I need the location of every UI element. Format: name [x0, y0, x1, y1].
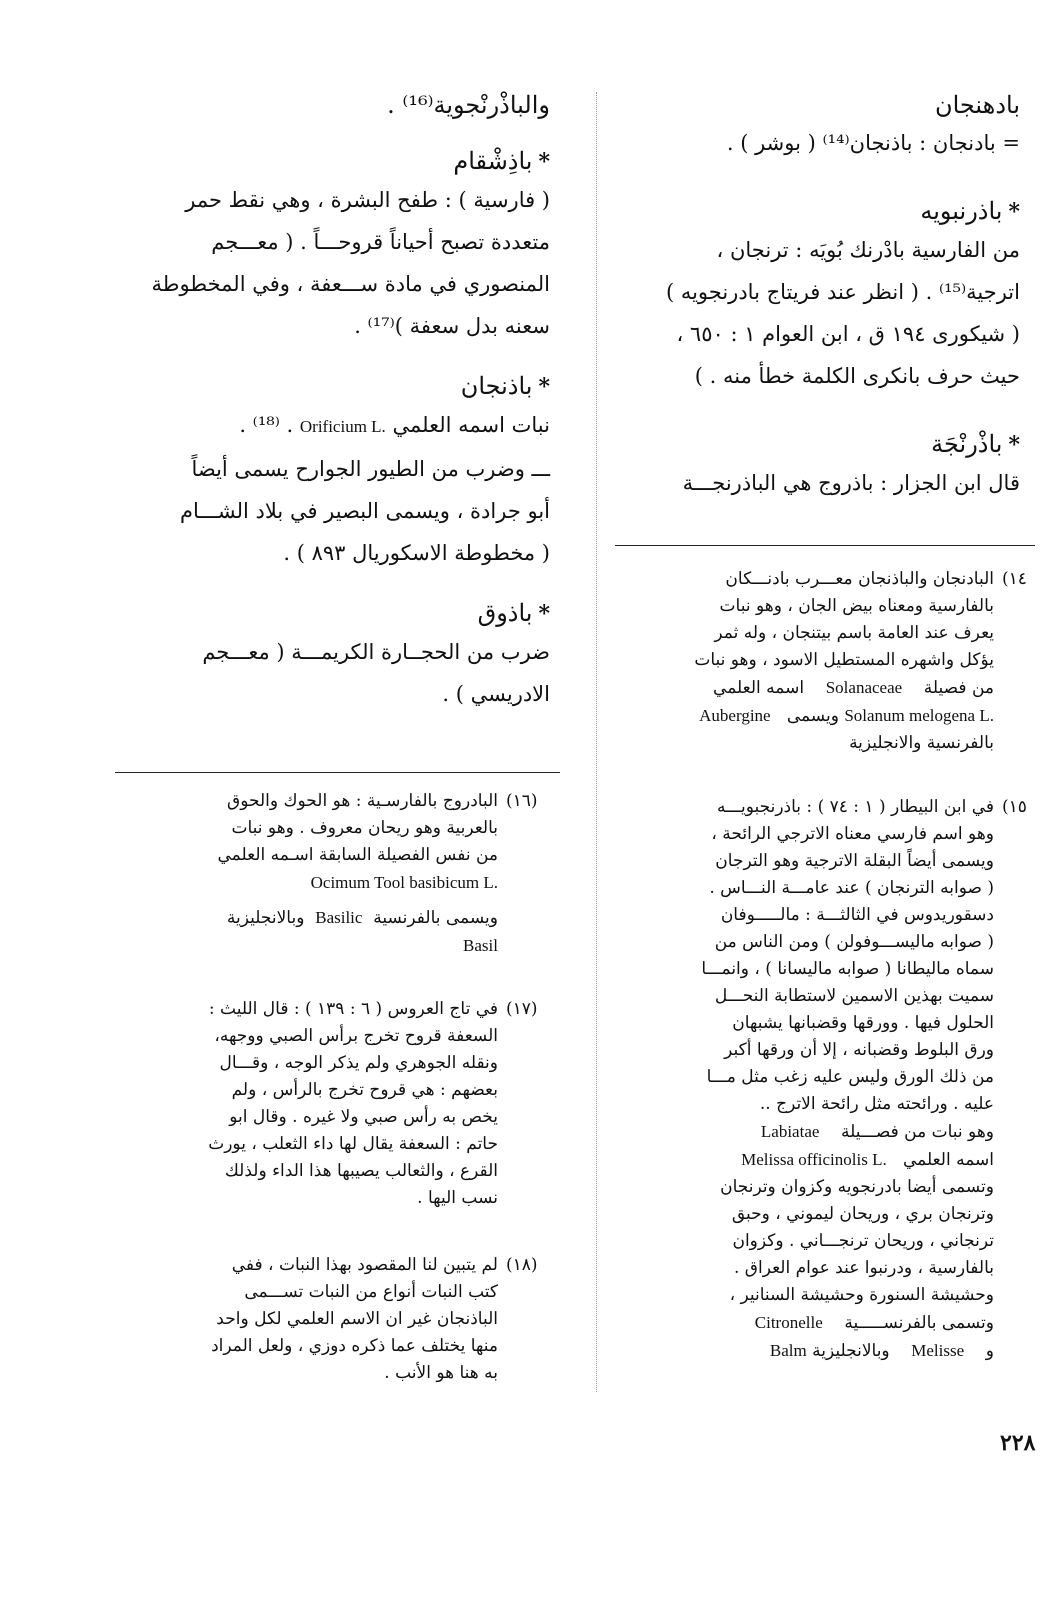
- latin-name: Citronelle: [754, 1313, 823, 1332]
- latin-name: Aubergine: [699, 706, 771, 725]
- footnote-line: [612, 1337, 994, 1365]
- footnote-line: ( صوابه الترنجان ) عند عامـــة النـــاس .: [709, 878, 994, 898]
- footnote-line: من نفس الفصيلة السابقة اسـمه العلمي: [217, 845, 498, 865]
- latin-name: Labiatae: [760, 1122, 820, 1141]
- footnote-line: [612, 1146, 994, 1174]
- entry-line: [110, 404, 550, 448]
- footnote-line: من ذلك الورق وليس عليه زغب مثل مـــا: [706, 1067, 994, 1087]
- latin-name: Melissa officinolis L.: [741, 1150, 887, 1169]
- footnote-line: [612, 1118, 994, 1146]
- right-column: [590, 88, 1020, 504]
- entry-line: سعنه بدل سعفة )⁽¹⁷⁾ .: [354, 314, 550, 338]
- footnote-line: سميت بهذين الاسمين لاستطابة النحـــل: [714, 986, 994, 1006]
- entry-heading: [110, 369, 550, 404]
- footnote-line: يؤكل واشهره المستطيل الاسود ، وهو نبات: [694, 650, 994, 670]
- footnote-17: [118, 996, 538, 1212]
- entry-line: الادريسي ) .: [442, 682, 550, 706]
- footnote-line: القرع ، والثعالب يصيبها هذا الداء ولذلك: [224, 1161, 498, 1181]
- heading-text: باذْرنْجَة: [931, 430, 1003, 458]
- latin-name: Melisse: [911, 1341, 965, 1360]
- footnote-line: سماه ماليطانا ( صوابه ماليسانا ) ، وانمـــا: [701, 959, 994, 979]
- entry-heading: [110, 596, 550, 631]
- entry-line: المنصوري في مادة ســـعفة ، وفي المخطوطة: [151, 272, 550, 296]
- left-column: [110, 88, 550, 715]
- entry-heading: [590, 427, 1020, 462]
- footnote-line: بالفارسية ومعناه بيض الجان ، وهو نبات: [719, 596, 994, 616]
- entry-heading: بادهنجان: [934, 91, 1020, 119]
- footnote-line: يخص به رأس صبي ولا غيره . وقال ابو: [229, 1107, 498, 1127]
- footnote-line: ونقله الجوهري ولم يذكر الوجه ، وقـــال: [219, 1053, 498, 1073]
- entry-line: اترجية⁽¹⁵⁾ . ( انظر عند فريتاج بادرنجويه ): [665, 280, 1020, 304]
- footnote-line: ويسمى أيضاً البقلة الاترجية وهو الترجان: [715, 851, 994, 871]
- footnote-line: حاتم : السعفة يقال لها داء الثعلب ، يورث: [208, 1134, 498, 1154]
- footnote-line: منها يختلف عما ذكره دوزي ، ولعل المراد: [211, 1336, 498, 1356]
- footnote-line: بالفرنسية والانجليزية: [849, 733, 994, 753]
- footnote-line: [118, 904, 498, 932]
- entry-line: ( شيكورى ١٩٤ ق ، ابن العوام ١ : ٦٥٠ ،: [676, 322, 1020, 346]
- footnote-line: [612, 1309, 994, 1337]
- line-text: و: [985, 1341, 994, 1361]
- footnote-line: ( صوابه ماليســـوفولن ) ومن الناس من: [714, 932, 994, 952]
- footnote-separator-left: [115, 772, 560, 773]
- line-text: نبات اسمه العلمي: [392, 413, 550, 437]
- latin-name: Orificium L.: [299, 417, 386, 436]
- footnote-line: البادنجان والباذنجان معـــرب بادنـــكان: [725, 569, 994, 589]
- footnote-line: السعفة قروح تخرج برأس الصبي ووجهه،: [214, 1026, 498, 1046]
- continuation-text: والباذْرنْجوية⁽¹⁶⁾ .: [387, 91, 550, 119]
- line-text: اسمه العلمي: [713, 678, 805, 698]
- heading-text: باذنجان: [460, 372, 533, 400]
- footnote-line: البادروج بالفارسـية : هو الحوك والحوق: [227, 791, 498, 811]
- footnote-line: الحلول فيها . وورقها وقضبانها يشبهان: [732, 1013, 994, 1033]
- asterisk-icon: *: [1008, 199, 1020, 225]
- page-number: ٢٢٨: [1000, 1430, 1036, 1456]
- entry-heading: [110, 144, 550, 179]
- line-text: ويسمى بالفرنسية: [373, 908, 498, 928]
- footnote-line: ترنجاني ، وريحان ترنجـــاني . وكزوان: [732, 1231, 994, 1251]
- footnote-line: بالفارسية ، ودرنبوا عند عوام العراق .: [733, 1258, 994, 1278]
- line-text: اسمه العلمي: [902, 1150, 994, 1170]
- asterisk-icon: *: [538, 149, 550, 175]
- asterisk-icon: *: [538, 374, 550, 400]
- footnote-line: وهو اسم فارسي معناه الاترجي الرائحة ،: [711, 824, 994, 844]
- footnote-line: في تاج العروس ( ٦ : ١٣٩ ) : قال الليث :: [208, 999, 498, 1019]
- line-text: وتسمى بالفرنســـــية: [844, 1313, 994, 1333]
- footnote-line: بعضهم : هي قروح تخرج بالرأس ، ولم: [231, 1080, 498, 1100]
- footnote-line: دسقوريدوس في الثالثـــة : مالـــــوفان: [720, 905, 994, 925]
- line-text: من فصيلة: [923, 678, 994, 698]
- entry-line: ضرب من الحجــارة الكريمـــة ( معـــجم: [202, 640, 550, 664]
- latin-name: Basilic: [315, 908, 363, 927]
- footnote-separator-right: [615, 545, 1035, 546]
- entry-line: متعددة تصبح أحياناً قروحـــاً . ( معـــجم: [211, 230, 550, 254]
- footnote-number: (١٦): [506, 791, 538, 811]
- footnote-line: كتب النبات أنواع من النبات تســـمى: [244, 1282, 498, 1302]
- latin-name: Ocimum Tool basibicum L.: [310, 873, 498, 892]
- line-text: وبالانجليزية: [812, 1341, 890, 1361]
- footnote-line: لم يتبين لنا المقصود بهذا النبات ، ففي: [231, 1255, 498, 1275]
- footnote-line: وتسمى أيضا بادرنجويه وكزوان وترنجان: [720, 1177, 994, 1197]
- footnote-number: (١٤: [1002, 569, 1027, 589]
- footnote-line: عليه . ورائحته مثل رائحة الاترج ..: [759, 1094, 994, 1114]
- footnote-line: بالعربية وهو ريحان معروف . وهو نبات: [231, 818, 498, 838]
- entry-line: ( فارسية ) : طفح البشرة ، وهي نقط حمر: [185, 188, 550, 212]
- entry-line: حيث حرف بانكرى الكلمة خطأ منه . ): [694, 364, 1020, 388]
- footnote-line: وترنجان بري ، وريحان ليموني ، وحبق: [731, 1204, 994, 1224]
- footnote-18: [118, 1252, 538, 1387]
- footnote-16: [118, 788, 538, 959]
- footnote-number: (١٥: [1002, 797, 1027, 817]
- line-tail: . ⁽¹⁸⁾ .: [239, 413, 294, 437]
- footnote-line: نسب اليها .: [417, 1188, 498, 1208]
- entry-line: ـــ وضرب من الطيور الجوارح يسمى أيضاً: [191, 457, 550, 481]
- asterisk-icon: *: [538, 601, 550, 627]
- footnote-line: [612, 702, 994, 730]
- entry-heading: [590, 194, 1020, 229]
- latin-name: Basil: [463, 936, 498, 955]
- heading-text: باذوق: [477, 599, 533, 627]
- asterisk-icon: *: [1008, 432, 1020, 458]
- entry-line: ( مخطوطة الاسكوريال ٨٩٣ ) .: [283, 541, 550, 565]
- footnote-line: الباذنجان غير ان الاسم العلمي لكل واحد: [216, 1309, 498, 1329]
- footnote-line: وحشيشة السنورة وحشيشة السنانير ،: [729, 1285, 994, 1305]
- footnote-number: (١٨): [506, 1255, 538, 1275]
- footnote-number: (١٧): [506, 999, 538, 1019]
- line-text: وهو نبات من فصـــيلة: [841, 1122, 994, 1142]
- latin-name: Balm: [769, 1341, 807, 1360]
- footnote-line: ورق البلوط وقضبانه ، إلا أن ورقها أكبر: [724, 1040, 994, 1060]
- footnote-line: يعرف عند العامة باسم بيتنجان ، وله ثمر: [714, 623, 994, 643]
- heading-text: باذِشْقام: [453, 147, 533, 175]
- footnote-line: [612, 674, 994, 702]
- footnote-15: [612, 794, 1027, 1365]
- entry-text: قال ابن الجزار : باذروج هي الباذرنجـــة: [682, 471, 1020, 495]
- latin-name: Solanum melogena L.: [844, 706, 994, 725]
- entry-text: = بادنجان : باذنجان⁽¹⁴⁾ ( بوشر ) .: [726, 131, 1020, 155]
- footnote-14: [612, 566, 1027, 757]
- line-text: ويسمى: [786, 706, 839, 726]
- latin-name: Solanaceae: [825, 678, 903, 697]
- entry-line: من الفارسية بادْرنك بُويَه : ترنجان ،: [716, 238, 1020, 262]
- footnote-line: في ابن البيطار ( ١ : ٧٤ ) : باذرنجبويـــه: [716, 797, 994, 817]
- footnote-line: به هنا هو الأنب .: [384, 1363, 498, 1383]
- line-text: وبالانجليزية: [226, 908, 305, 928]
- heading-text: باذرنبويه: [920, 197, 1003, 225]
- entry-line: أبو جرادة ، ويسمى البصير في بلاد الشـــام: [180, 499, 550, 523]
